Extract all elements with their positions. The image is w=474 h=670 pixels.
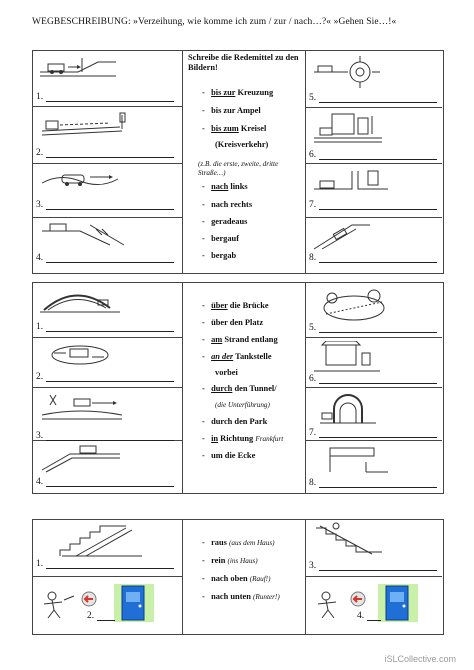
s2-phrase-4: - an der Tankstelle — [202, 352, 272, 361]
s1-phrase-7: - geradeaus — [202, 217, 248, 226]
s2-phrase-8: - durch den Park — [202, 417, 268, 426]
s2-number-4: 4. — [36, 477, 44, 487]
s3-answer-line-2[interactable] — [97, 620, 115, 621]
s1-answer-line-6[interactable] — [319, 159, 437, 160]
s3-answer-line-4[interactable] — [367, 620, 381, 621]
s2-phrase-3: - am Strand entlang — [202, 335, 278, 344]
picture-park — [312, 286, 392, 326]
picture-bridge — [40, 286, 120, 314]
s2-number-8: 8. — [309, 478, 317, 488]
s3-number-4: 4. — [357, 611, 365, 621]
s1-instruction: Schreibe die Redemittel zu den Bildern! — [188, 53, 299, 72]
s2-answer-line-8[interactable] — [319, 487, 437, 488]
s1-answer-line-8[interactable] — [319, 262, 437, 263]
s3-answer-line-1[interactable] — [46, 568, 174, 569]
picture-crossing — [38, 54, 118, 80]
s1-number-3: 3. — [36, 200, 44, 210]
s1-answer-line-3[interactable] — [46, 209, 174, 210]
s1-phrase-9: - bergab — [202, 251, 237, 260]
s2-answer-line-3[interactable] — [46, 440, 174, 441]
s2-number-3: 3. — [36, 431, 44, 441]
s2-phrase-1: - über die Brücke — [202, 301, 269, 310]
s2-phrase-9: - in Richtung Frankfurt — [202, 434, 284, 443]
s1-phrase-3: - bis zum Kreisel — [202, 124, 267, 133]
s2-phrase-10: - um die Ecke — [202, 451, 256, 460]
s1-number-2: 2. — [36, 148, 44, 158]
picture-uphill — [312, 221, 372, 251]
picture-stairs-down — [56, 522, 146, 558]
s1-number-7: 7. — [309, 200, 317, 210]
s1-number-4: 4. — [36, 253, 44, 263]
picture-gas-station — [312, 341, 382, 375]
footer-watermark: iSLCollective.com — [384, 654, 456, 664]
s2-phrase-5: vorbei — [215, 368, 238, 377]
s2-answer-line-2[interactable] — [46, 381, 174, 382]
s2-phrase-7: (die Unterführung) — [215, 401, 270, 409]
s2-number-6: 6. — [309, 374, 317, 384]
s2-number-5: 5. — [309, 323, 317, 333]
s1-phrase-8: - bergauf — [202, 234, 239, 243]
picture-signpost — [320, 444, 390, 474]
s2-answer-line-1[interactable] — [46, 331, 174, 332]
worksheet-title: WEGBESCHREIBUNG: »Verzeihung, wie komme ich zum / zur / nach…?« »Gehen Sie…!« — [32, 17, 397, 27]
s2-number-2: 2. — [36, 372, 44, 382]
s3-number-3: 3. — [309, 561, 317, 571]
picture-person-entering — [40, 588, 80, 620]
s2-phrase-6: - durch den Tunnel/ — [202, 384, 277, 393]
picture-tunnel — [318, 391, 378, 425]
picture-square — [40, 341, 120, 367]
picture-beach — [40, 391, 124, 421]
s3-phrase-4: - nach unten (Runter!) — [202, 592, 280, 601]
s1-note: (z.B. die erste, zweite, dritte Straße…) — [198, 160, 279, 177]
door-icon — [112, 582, 156, 624]
s2-number-7: 7. — [309, 428, 317, 438]
picture-tunnel-ramp — [40, 444, 124, 474]
s3-number-2: 2. — [87, 611, 95, 621]
red-arrow-button[interactable] — [81, 591, 97, 607]
s3-phrase-1: - raus (aus dem Haus) — [202, 538, 275, 547]
s1-answer-line-7[interactable] — [319, 209, 437, 210]
s1-answer-line-4[interactable] — [46, 262, 174, 263]
s1-phrases — [188, 52, 303, 270]
s1-number-5: 5. — [309, 93, 317, 103]
s1-answer-line-2[interactable] — [46, 157, 174, 158]
s1-answer-line-1[interactable] — [46, 101, 174, 102]
picture-traffic-light — [40, 111, 130, 137]
s2-number-1: 1. — [36, 322, 44, 332]
s3-phrases — [188, 521, 303, 631]
s2-answer-line-5[interactable] — [319, 332, 437, 333]
s3-phrase-3: - nach oben (Rauf!) — [202, 574, 271, 583]
picture-stairs-up — [312, 522, 392, 560]
picture-roundabout — [312, 54, 382, 90]
s1-phrase-1: - bis zur Kreuzung — [202, 88, 274, 97]
s2-answer-line-6[interactable] — [319, 383, 437, 384]
s1-answer-line-5[interactable] — [319, 102, 437, 103]
s1-phrase-5: - nach links — [202, 182, 248, 191]
picture-left-turn — [312, 112, 392, 146]
door-icon-2 — [376, 582, 420, 624]
picture-right-turn — [312, 167, 390, 195]
s2-answer-line-7[interactable] — [319, 437, 437, 438]
red-arrow-button-2[interactable] — [350, 591, 366, 607]
s3-number-1: 1. — [36, 559, 44, 569]
section-1-divider-right — [305, 50, 306, 273]
s3-phrase-2: - rein (ins Haus) — [202, 556, 258, 565]
s2-phrase-2: - über den Platz — [202, 318, 264, 327]
s1-number-8: 8. — [309, 253, 317, 263]
s1-phrase-6: - nach rechts — [202, 200, 253, 209]
picture-roundabout-car — [40, 167, 120, 189]
picture-downhill — [40, 221, 130, 247]
s1-phrase-4: (Kreisverkehr) — [215, 140, 269, 149]
s3-answer-line-3[interactable] — [319, 570, 437, 571]
s1-phrase-2: - bis zur Ampel — [202, 106, 261, 115]
s2-phrases — [188, 284, 303, 490]
s1-number-1: 1. — [36, 92, 44, 102]
picture-person-leaving — [312, 588, 348, 620]
s2-answer-line-4[interactable] — [46, 486, 174, 487]
section-1-divider-left — [182, 50, 183, 273]
s1-number-6: 6. — [309, 150, 317, 160]
